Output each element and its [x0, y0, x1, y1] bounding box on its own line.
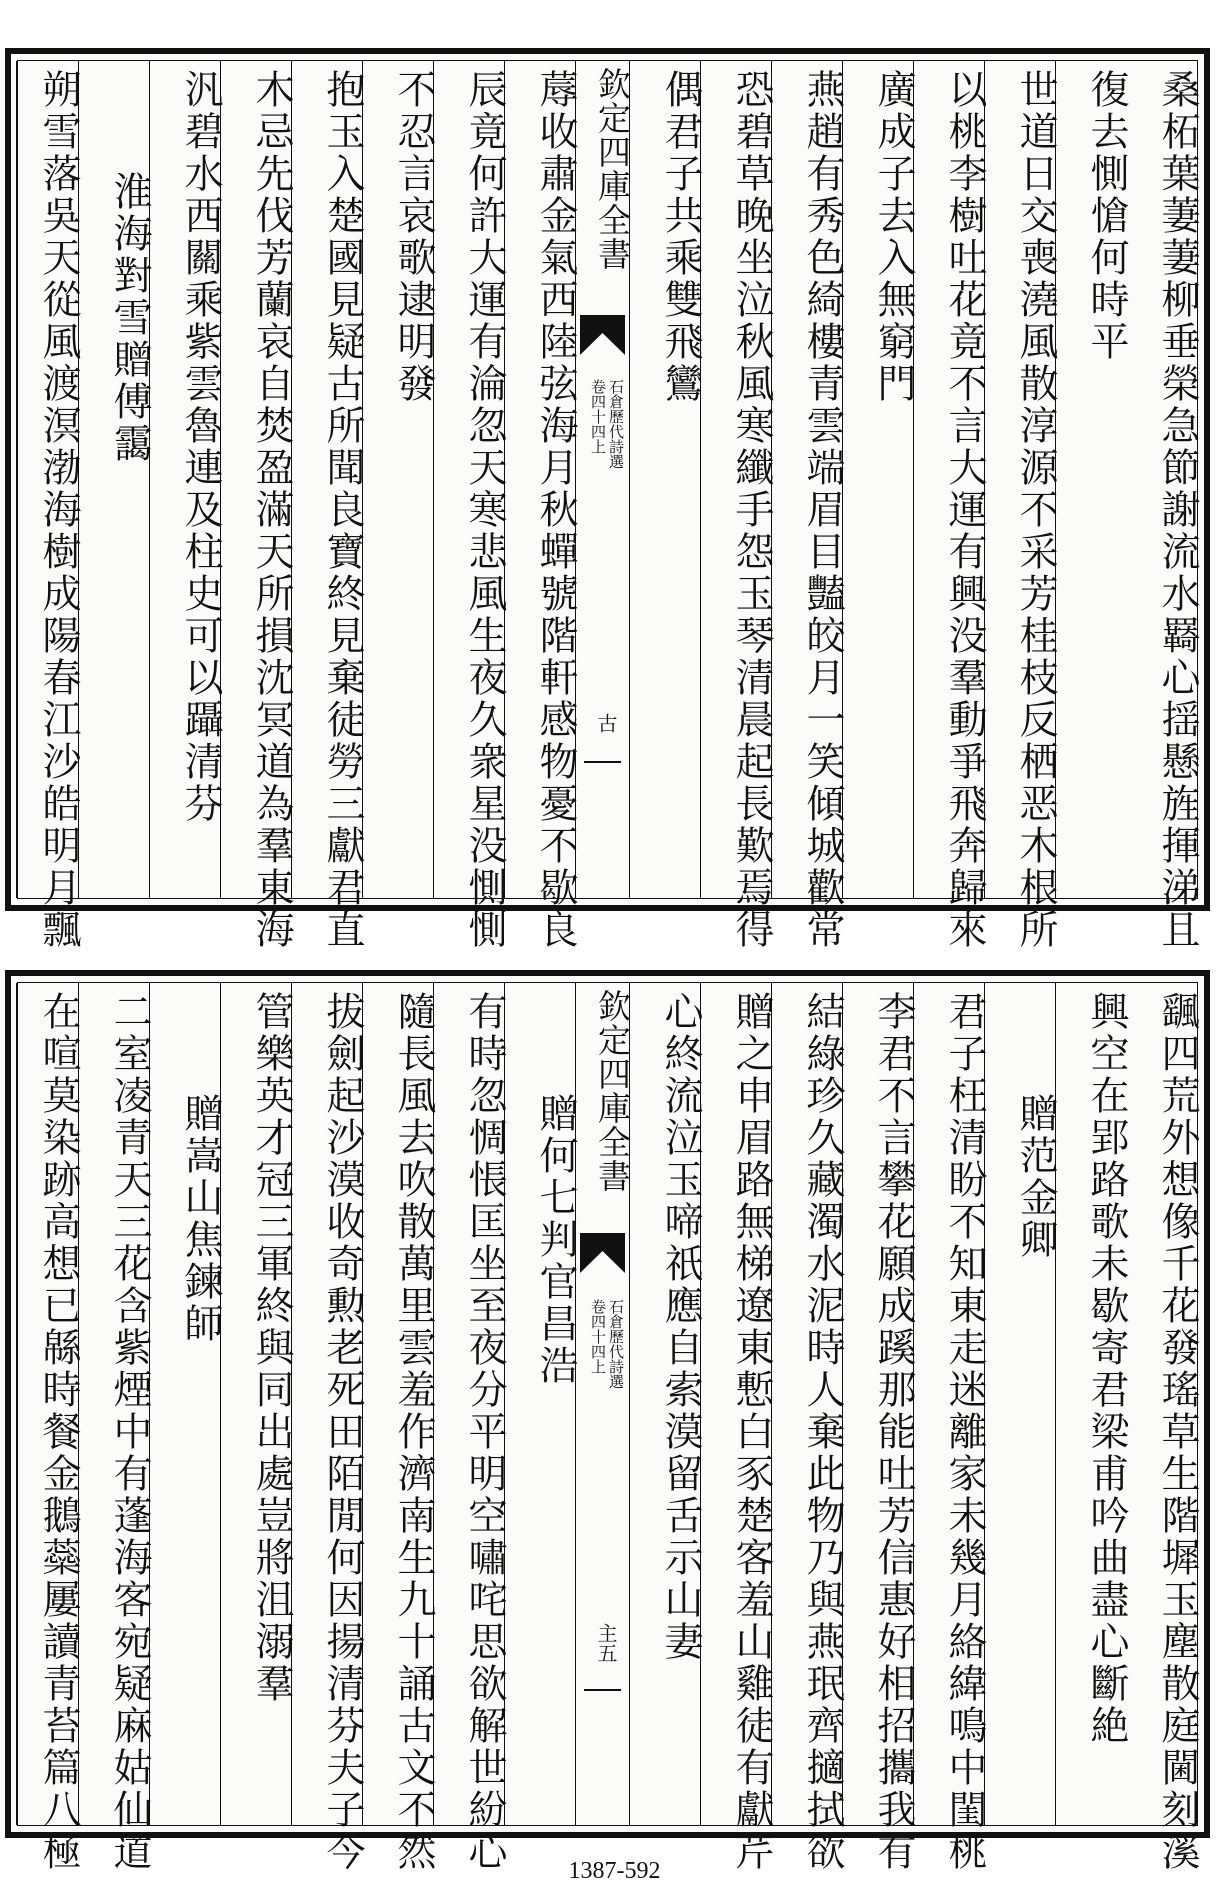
fish-tail-mark-icon [580, 1233, 625, 1273]
text-column: 二室凌青天三花含紫煙中有蓬海客宛疑麻姑仙道 [78, 983, 149, 1825]
text-column: 贈范金卿 [984, 983, 1055, 1825]
text-column: 恐碧草晚坐泣秋風寒纖手怨玉琴清晨起長歎焉得 [700, 61, 771, 898]
text-column: 管樂英才冠三軍終與同出處豈將沮溺羣 [220, 983, 291, 1825]
text-column: 拔劍起沙漠收奇勲老死田陌閒何因揚清芬夫子今 [291, 983, 362, 1825]
text-column: 李君不言攀花願成蹊那能吐芳信惠好相招攜我有 [842, 983, 913, 1825]
text-column: 颻四荒外想像千花發瑤草生階墀玉塵散庭閫刻溪 [1155, 991, 1200, 1873]
page-number: 古 [594, 713, 618, 733]
text-column: 贈嵩山焦鍊師 [149, 983, 220, 1825]
text-column: 興空在郢路歌未歇寄君梁甫吟曲盡心斷絶 [1055, 983, 1126, 1825]
text-column: 木忌先伐芳蘭哀自焚盈滿天所損沈冥道為羣東海 [220, 61, 291, 898]
book-title: 欽定四庫全書 [593, 989, 632, 1193]
center-fold [575, 983, 632, 1825]
volume-label: 卷四十四上 [589, 379, 607, 454]
text-column: 心終流泣玉啼祇應自索漠留舌示山妻 [629, 983, 700, 1825]
book-title: 欽定四庫全書 [593, 67, 632, 271]
top-page [5, 48, 1210, 951]
text-column: 朔雪落吳天從風渡溟渤海樹成陽春江沙皓明月飄 [16, 61, 78, 898]
text-column: 燕趙有秀色綺樓青雲端眉目豔皎月一笑傾城歡常 [771, 61, 842, 898]
text-column: 偶君子共乘雙飛鸞 [629, 61, 700, 898]
text-column: 隨長風去吹散萬里雲羞作濟南生九十誦古文不然 [362, 983, 433, 1825]
text-column: 贈之申眉路無梯遼東慙白豕楚客羞山雞徒有獻芹 [700, 983, 771, 1825]
text-column: 辰竟何許大運有淪忽天寒悲風生夜久衆星没惻惻 [433, 61, 504, 898]
text-column: 不忍言哀歌逮明發 [362, 61, 433, 898]
text-column: 贈何七判官昌浩 [504, 983, 575, 1825]
text-column: 君子枉清盼不知東走迷離家未幾月絡緯鳴中閨桃 [913, 983, 984, 1825]
divider [584, 1689, 621, 1691]
text-column: 抱玉入楚國見疑古所聞良寶終見棄徒勞三獻君直 [291, 61, 362, 898]
top-page-frame [17, 60, 1200, 951]
text-column: 結綠珍久藏濁水泥時人棄此物乃與燕珉齊擿拭欲 [771, 983, 842, 1825]
text-column: 世道日交喪澆風散淳源不采芳桂枝反栖恶木根所 [984, 61, 1055, 898]
text-column: 蓐收肅金氣西陸弦海月秋蟬號階軒感物憂不歇良 [504, 61, 575, 898]
fish-tail-mark-icon [580, 315, 625, 355]
page-reference: 1387-592 [568, 1858, 661, 1884]
section-title: 石倉歷代詩選 [607, 1299, 625, 1389]
page-number: 主五 [594, 1623, 618, 1663]
text-column: 桑柘葉萋萋柳垂榮急節謝流水羇心揺懸旌揮涕且 [1155, 69, 1200, 951]
text-column: 復去惻愴何時平 [1055, 61, 1126, 898]
divider [584, 761, 621, 763]
volume-label: 卷四十四上 [589, 1299, 607, 1374]
text-column: 汎碧水西關乘紫雲魯連及柱史可以躡清芬 [149, 61, 220, 898]
text-column: 有時忽惆悵匡坐至夜分平明空嘯咤思欲解世紛心 [433, 983, 504, 1825]
section-title: 石倉歷代詩選 [607, 379, 625, 469]
text-column: 以桃李樹吐花竟不言大運有興没羣動爭飛奔歸來 [913, 61, 984, 898]
text-column: 在喧莫染跡高想已緜時餐金鵝蘂屢讀青苔篇八極 [16, 983, 78, 1825]
text-column: 淮海對雪贈傅靄 [78, 61, 149, 898]
text-column: 廣成子去入無窮門 [842, 61, 913, 898]
center-fold [575, 61, 632, 898]
